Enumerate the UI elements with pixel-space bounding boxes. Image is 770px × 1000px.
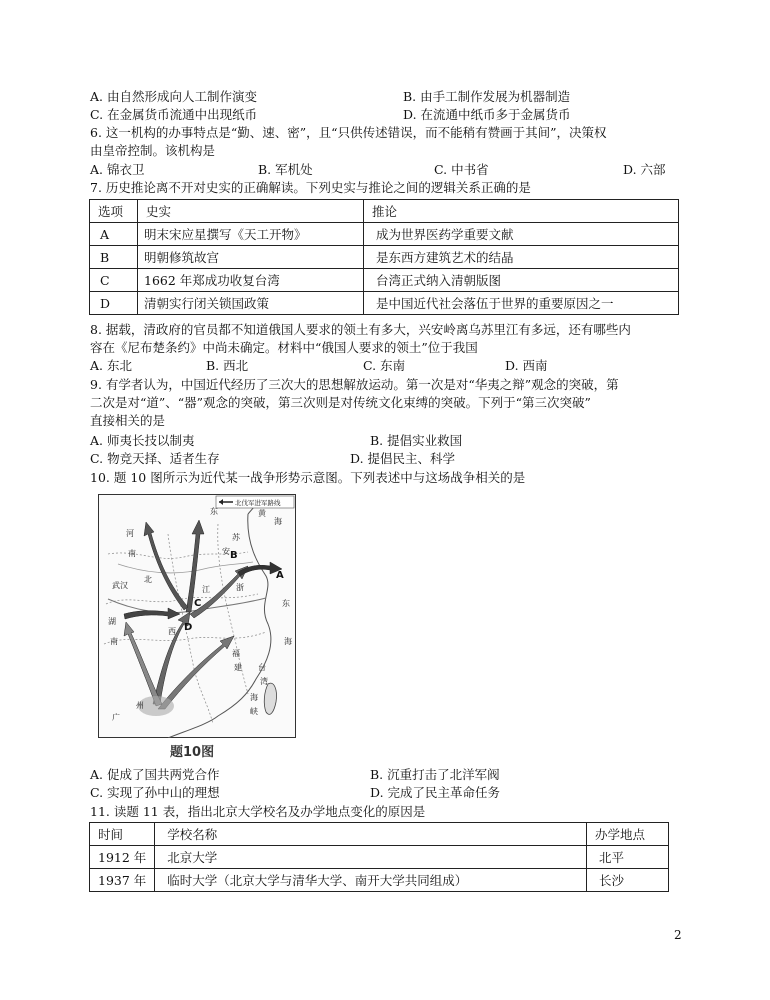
table-header-cell: 史实 <box>138 200 364 223</box>
q5-option-a: A. 由自然形成向人工制作演变 <box>90 89 257 104</box>
q11-table <box>89 822 669 892</box>
q7-stem: 7. 历史推论离不开对史实的正确解读。下列史实与推论之间的逻辑关系正确的是 <box>90 180 531 195</box>
map-label: 湖 <box>108 617 116 626</box>
map-label: 广 <box>112 713 120 722</box>
q5-option-b: B. 由手工制作发展为机器制造 <box>403 89 571 104</box>
table-row <box>90 846 669 869</box>
table-header-cell: 时间 <box>90 823 155 846</box>
q10-option-a: A. 促成了国共两党合作 <box>90 767 220 782</box>
table-row <box>90 269 679 292</box>
table-cell: 清朝实行闭关锁国政策 <box>138 292 364 315</box>
table-header-row <box>90 200 679 223</box>
table-cell: 是东西方建筑艺术的结晶 <box>364 246 679 269</box>
table-header-cell: 推论 <box>364 200 679 223</box>
map-label: 西 <box>168 627 176 636</box>
map-label: 福 <box>232 649 240 658</box>
table-header-cell: 学校名称 <box>155 823 587 846</box>
table-row <box>90 246 679 269</box>
table-cell: 1937 年 <box>90 869 155 892</box>
map-label: 北 <box>144 575 152 584</box>
q8-option-d: D. 西南 <box>505 358 548 373</box>
map-legend-text: 北伐军进军路线 <box>235 499 281 507</box>
map-caption: 题10图 <box>170 745 215 760</box>
war-situation-map <box>98 494 296 738</box>
map-label: 南 <box>128 549 136 558</box>
table-cell: 1912 年 <box>90 846 155 869</box>
table-cell: D <box>90 292 138 315</box>
map-point-label: B <box>230 550 238 561</box>
q9-option-a: A. 师夷长技以制夷 <box>90 433 195 448</box>
map-label: 州 <box>136 701 144 710</box>
q8-option-a: A. 东北 <box>90 358 132 373</box>
table-cell: 明朝修筑故宫 <box>138 246 364 269</box>
q9-option-c: C. 物竞天择、适者生存 <box>90 451 220 466</box>
q9-stem-line3: 直接相关的是 <box>90 413 166 428</box>
map-label: 建 <box>234 663 242 672</box>
q6-option-c: C. 中书省 <box>434 162 489 177</box>
map-label: 黄 <box>258 509 266 518</box>
map-label: 海 <box>250 693 258 702</box>
table-header-row <box>90 823 669 846</box>
map-label: 苏 <box>232 533 240 542</box>
q10-stem: 10. 题 10 图所示为近代某一战争形势示意图。下列表述中与这场战争相关的是 <box>90 470 526 485</box>
q8-stem-line1: 8. 据载，清政府的官员都不知道俄国人要求的领土有多大，兴安岭离乌苏里江有多远，还有哪些内 <box>90 322 631 337</box>
q7-table <box>89 199 679 315</box>
table-cell: 明末宋应星撰写《天工开物》 <box>138 223 364 246</box>
map-label: 江 <box>202 585 210 594</box>
q6-stem-line1: 6. 这一机构的办事特点是“勤、速、密”，且“只供传述错误，而不能稍有赞画于其间”，决策权 <box>90 125 607 140</box>
map-label: 湾 <box>260 677 268 686</box>
table-cell: 临时大学（北京大学与清华大学、南开大学共同组成） <box>155 869 587 892</box>
q9-option-d: D. 提倡民主、科学 <box>350 451 456 466</box>
map-point-label: D <box>184 622 193 633</box>
q10-option-c: C. 实现了孙中山的理想 <box>90 785 220 800</box>
q9-stem-line1: 9. 有学者认为，中国近代经历了三次大的思想解放运动。第一次是对“华夷之辩”观念的突破，第 <box>90 377 619 392</box>
map-label: 峡 <box>250 707 258 716</box>
map-label: 东 <box>282 599 290 608</box>
q8-option-b: B. 西北 <box>206 358 249 373</box>
q6-stem-line2: 由皇帝控制。该机构是 <box>90 143 216 158</box>
q8-option-c: C. 东南 <box>363 358 406 373</box>
table-row <box>90 292 679 315</box>
q5-option-c: C. 在金属货币流通中出现纸币 <box>90 107 258 122</box>
table-cell: 成为世界医药学重要文献 <box>364 223 679 246</box>
table-cell: 1662 年郑成功收复台湾 <box>138 269 364 292</box>
table-header-cell: 选项 <box>90 200 138 223</box>
q10-option-b: B. 沉重打击了北洋军阀 <box>370 767 500 782</box>
table-cell: C <box>90 269 138 292</box>
table-cell: A <box>90 223 138 246</box>
q6-option-b: B. 军机处 <box>258 162 313 177</box>
q9-option-b: B. 提倡实业救国 <box>370 433 463 448</box>
map-label: 安 <box>222 547 230 556</box>
map-label: 武汉 <box>112 581 128 590</box>
q11-stem: 11. 读题 11 表，指出北京大学校名及办学地点变化的原因是 <box>90 804 426 819</box>
table-row <box>90 223 679 246</box>
q6-option-a: A. 锦衣卫 <box>90 162 145 177</box>
map-label: 东 <box>210 507 218 516</box>
q6-option-d: D. 六部 <box>623 162 666 177</box>
table-cell: B <box>90 246 138 269</box>
q10-option-d: D. 完成了民主革命任务 <box>370 785 501 800</box>
table-cell: 北京大学 <box>155 846 587 869</box>
map-point-label: C <box>194 598 202 609</box>
page-number: 2 <box>674 928 682 942</box>
map-label: 南 <box>110 637 118 646</box>
map-label: 浙 <box>236 583 244 592</box>
map-label: 海 <box>284 637 292 646</box>
q5-option-d: D. 在流通中纸币多于金属货币 <box>403 107 571 122</box>
q9-stem-line2: 二次是对“道”、“器”观念的突破，第三次则是对传统文化束缚的突破。下列于“第三次突破” <box>90 395 591 410</box>
table-cell: 是中国近代社会落伍于世界的重要原因之一 <box>364 292 679 315</box>
table-header-cell: 办学地点 <box>587 823 669 846</box>
map-label: 台 <box>258 663 266 672</box>
table-cell: 北平 <box>587 846 669 869</box>
map-label: 海 <box>274 517 282 526</box>
table-row <box>90 869 669 892</box>
table-cell: 长沙 <box>587 869 669 892</box>
table-cell: 台湾正式纳入清朝版图 <box>364 269 679 292</box>
map-label: 河 <box>126 529 134 538</box>
q8-stem-line2: 容在《尼布楚条约》中尚未确定。材料中“俄国人要求的领土”位于我国 <box>90 340 478 355</box>
map-point-label: A <box>276 570 284 581</box>
